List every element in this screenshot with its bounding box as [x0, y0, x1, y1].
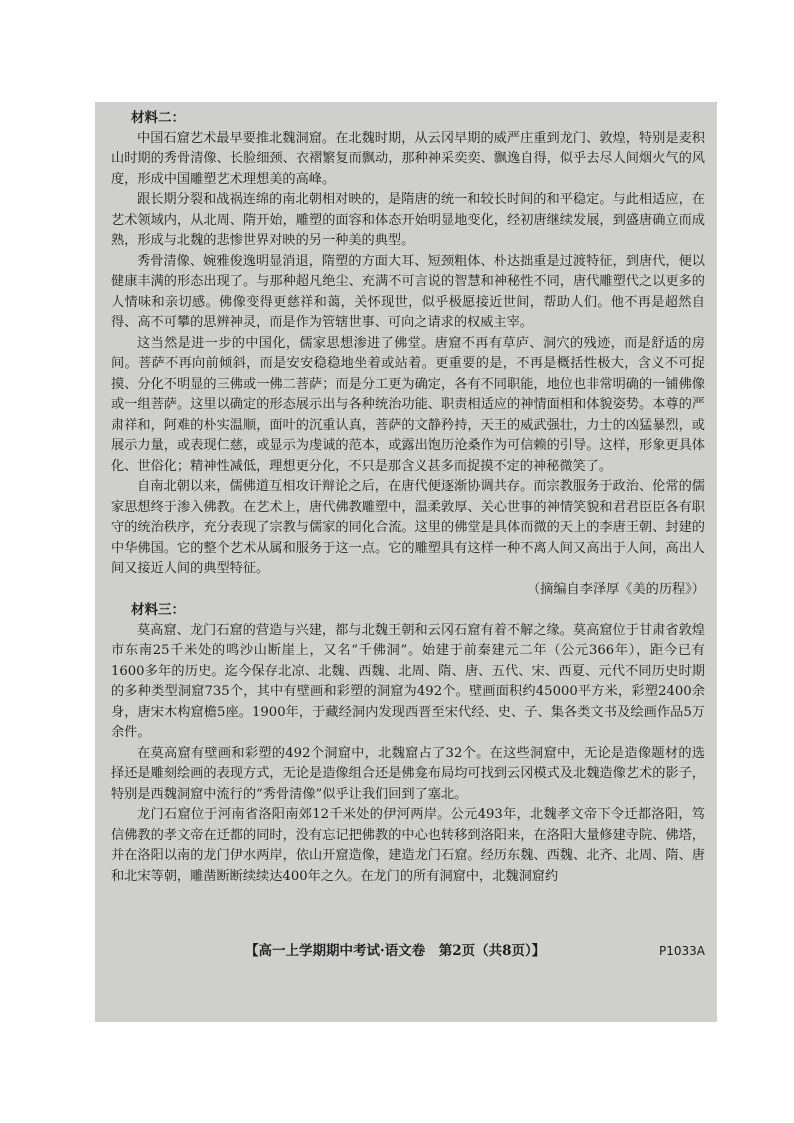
material-two-paragraph-5: 自南北朝以来，儒佛道互相攻讦辩论之后，在唐代便逐渐协调共存。而宗教服务于政治、伦常的儒家思想终于渗入佛教。在艺术上，唐代佛教雕塑中，温柔敦厚、关心世事的神情笑貌和君君臣臣各有职守的统治秩序，充分表现了宗教与儒家的同化合流。这里的佛堂是具体而微的天上的李唐王朝、封建的中华佛国。它的整个艺术从属和服务于这一点。它的雕塑具有这样一种不离人间又高出于人间，高出人间又接近人间的典型特征。	[111, 479, 705, 576]
footer-code: P1033A	[659, 944, 705, 958]
material-two-source: （摘编自李泽厚《美的历程》）	[526, 581, 705, 597]
material-three-paragraph-2: 在莫高窟有壁画和彩塑的492个洞窟中，北魏窟占了32个。在这些洞窟中，无论是造像题材的选择还是雕刻绘画的表现方式，无论是造像组合还是佛龛布局均可找到云冈模式及北魏造像艺术的影子，特别是西魏洞窟中流行的“秀骨清像”似乎让我们回到了塞北。	[111, 745, 705, 802]
material-two-heading: 材料二：	[131, 110, 185, 126]
material-three-heading: 材料三：	[131, 602, 185, 618]
material-three-paragraph-1: 莫高窟、龙门石窟的营造与兴建，都与北魏王朝和云冈石窟有着不解之缘。莫高窟位于甘肃省敦煌市东南25千米处的鸣沙山断崖上，又名“千佛洞”。始建于前秦建元二年（公元366年），距今已有1600多年的历史。迄今保存北凉、北魏、西魏、北周、隋、唐、五代、宋、西夏、元代不同历史时期的多种类型洞窟735个，其中有壁画和彩塑的洞窟为492个。壁画面积约45000平方米，彩塑2400余身，唐宋木构窟檐5座。1900年，于藏经洞内发现西晋至宋代经、史、子、集各类文书及绘画作品5万余件。	[111, 622, 705, 740]
footer-title: 【高一上学期期中考试·语文卷 第2页（共8页）】	[245, 943, 546, 959]
material-two-paragraph-2: 跟长期分裂和战祸连绵的南北朝相对映的，是隋唐的统一和较长时间的和平稳定。与此相适应，在艺术领域内，从北周、隋开始，雕塑的面容和体态开始明显地变化，经初唐继续发展，到盛唐确立而成熟，形成与北魏的悲惨世界对映的另一种美的典型。	[111, 192, 705, 248]
material-two-paragraph-3: 秀骨清像、婉雅俊逸明显消退，隋塑的方面大耳、短颈粗体、朴达拙重是过渡特征，到唐代，便以健康丰满的形态出现了。与那种超凡绝尘、充满不可言说的智慧和神秘性不同，唐代雕塑代之以更多的人情味和亲切感。佛像变得更慈祥和蔼，关怀现世，似乎极愿接近世间，帮助人们。他不再是超然自得、高不可攀的思辨神灵，而是作为管辖世事、可向之请求的权威主宰。	[111, 253, 705, 330]
material-two-paragraph-4: 这当然是进一步的中国化，儒家思想渗进了佛堂。唐窟不再有草庐、洞穴的残迹，而是舒适的房间。菩萨不再向前倾斜，而是安安稳稳地坐着或站着。更重要的是，不再是概括性极大，含义不可捉摸、分化不明显的三佛或一佛二菩萨；而是分工更为确定，各有不同职能，地位也非常明确的一铺佛像或一组菩萨。这里以确定的形态展示出与各种统治功能、职责相适应的神情面相和体貌姿势。本尊的严肃祥和，阿难的朴实温顺，面叶的沉重认真，菩萨的文静矜持，天王的威武强壮，力士的凶猛暴烈，或展示力量，或表现仁慈，或显示为虔诚的范本，或露出饱历沧桑作为可信赖的引导。这样，形象更具体化、世俗化；精神性减低，理想更分化，不只是那含义甚多而捉摸不定的神秘微笑了。	[111, 335, 705, 474]
material-three-paragraph-3: 龙门石窟位于河南省洛阳南郊12千米处的伊河两岸。公元493年，北魏孝文帝下令迁都洛阳，笃信佛教的孝文帝在迁都的同时，没有忘记把佛教的中心也转移到洛阳来，在洛阳大量修建寺院、佛塔，并在洛阳以南的龙门伊水两岸，依山开窟造像，建造龙门石窟。经历东魏、西魏、北齐、北周、隋、唐和北宋等朝，雕凿断断续续达400年之久。在龙门的所有洞窟中，北魏洞窟约	[111, 807, 705, 884]
exam-page	[95, 102, 717, 1022]
material-two-paragraph-1: 中国石窟艺术最早要推北魏洞窟。在北魏时期，从云冈早期的威严庄重到龙门、敦煌，特别是麦积山时期的秀骨清像、长脸细颈、衣褶繁复而飘动，那种神采奕奕、飘逸自得，似乎去尽人间烟火气的风度，形成中国雕塑艺术理想美的高峰。	[111, 130, 705, 187]
page-footer	[95, 940, 717, 962]
